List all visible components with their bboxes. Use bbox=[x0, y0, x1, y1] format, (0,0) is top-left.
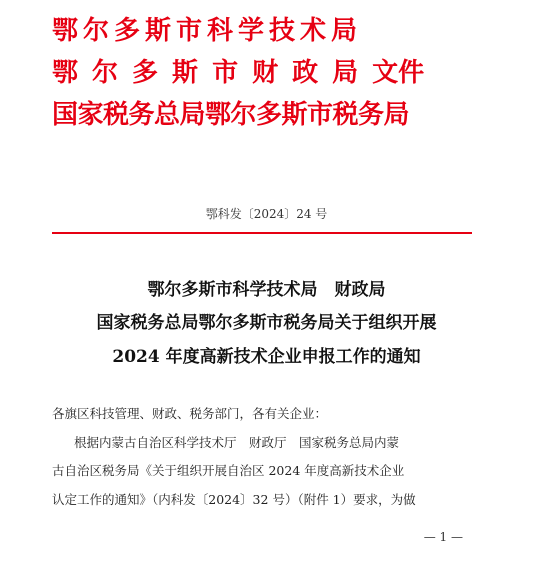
header-char: 鄂 bbox=[52, 58, 79, 88]
red-divider-line bbox=[52, 232, 472, 234]
issuer-header-line-1: 鄂尔多斯市科学技术局 bbox=[52, 16, 363, 46]
page-number: — 1 — bbox=[423, 530, 463, 544]
salutation: 各旗区科技管理、财政、税务部门，各有关企业： bbox=[52, 406, 328, 421]
document-title-line-1: 鄂尔多斯市科学技术局 财政局 bbox=[147, 280, 386, 300]
document-number: 鄂科发〔2024〕24 号 bbox=[205, 207, 328, 221]
document-title-line-3: 2024 年度高新技术企业申报工作的通知 bbox=[112, 347, 421, 367]
header-char: 斯 bbox=[172, 58, 199, 88]
body-paragraph-line-1: 根据内蒙古自治区科学技术厅 财政厅 国家税务总局内蒙 bbox=[74, 435, 400, 450]
header-char: 尔 bbox=[92, 58, 119, 88]
body-paragraph-line-3: 认定工作的通知》（内科发〔2024〕32 号）（附件 1）要求，为做 bbox=[52, 492, 416, 507]
header-char: 市 bbox=[212, 58, 239, 88]
document-title-line-2: 国家税务总局鄂尔多斯市税务局关于组织开展 bbox=[96, 313, 437, 333]
issuer-header-line-2 bbox=[52, 60, 424, 86]
header-char: 政 bbox=[292, 58, 319, 88]
header-char: 多 bbox=[132, 58, 159, 88]
body-paragraph-line-2: 古自治区税务局《关于组织开展自治区 2024 年度高新技术企业 bbox=[52, 463, 405, 478]
header-word-wenjian: 文件 bbox=[372, 58, 425, 88]
header-char: 局 bbox=[332, 58, 359, 88]
header-char: 财 bbox=[252, 58, 279, 88]
issuer-header-line-3: 国家税务总局鄂尔多斯市税务局 bbox=[52, 100, 410, 130]
